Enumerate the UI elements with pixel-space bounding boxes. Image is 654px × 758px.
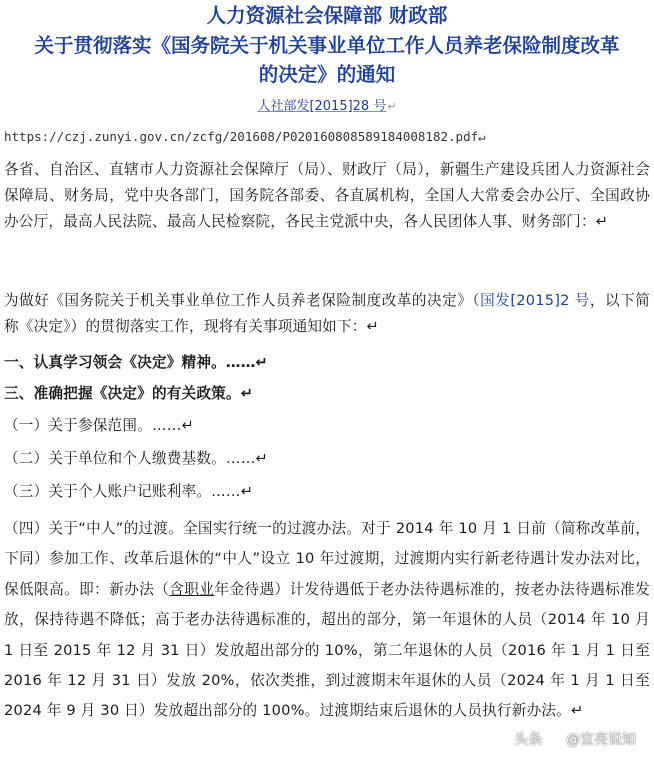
document-number-text[interactable]: 人社部发[2015]28 号 (257, 99, 387, 114)
issuer-heading: 人力资源社会保障部 财政部 (206, 4, 448, 27)
intro-paragraph (4, 288, 650, 340)
notice-title-line-2: 的决定》的通知 (258, 63, 396, 86)
subsection-item-3: （三）关于个人账户记账利率。……↵ (4, 483, 254, 500)
subsection-item-2: （二）关于单位和个人缴费基数。……↵ (4, 450, 268, 467)
document-number (0, 98, 654, 116)
watermark-author: @宜亮说知 (566, 732, 636, 748)
addressees-paragraph: 各省、自治区、直辖市人力资源社会保障厅（局）、财政厅（局），新疆生产建设兵团人力资源社会保障局、财务局，党中央各部门，国务院各部委、各直属机构，全国人大常委会办公厅、全国政协办公厅，最高人民法院、最高人民检察院，各民主党派中央，各人民团体人事、财务部门：↵ (4, 161, 650, 231)
watermark-platform: 头条 (514, 732, 542, 748)
subsection-item-1: （一）关于参保范围。……↵ (4, 417, 194, 434)
intro-text-b: ，以下简称《决定》）的贯彻落实工作，现将有关事项通知如下：↵ (4, 292, 650, 336)
source-url[interactable]: https://czj.zunyi.gov.cn/zcfg/201608/P020160808589184008182.pdf↵ (4, 129, 486, 144)
camera-icon (546, 731, 562, 747)
notice-title-line-1: 关于贯彻落实《国务院关于机关事业单位工作人员养老保险制度改革 (34, 34, 620, 57)
intro-text-a: 为做好《国务院关于机关事业单位工作人员养老保险制度改革的决定》（ (4, 292, 481, 309)
paragraph-mark: ↵ (387, 100, 397, 113)
item4-text-a: （四）关于“中人”的过渡。全国实行统一的过渡办法。对于 2014 年 10 月 1 日前（简称改革前，下同）参加工作、改革后退休的“中人”设立 10 年过渡期，过渡期内实行新老待遇计发办法对比，保低限高。即：新办法（ (4, 520, 650, 598)
item4-text-b: 年金待遇）计发待遇低于老办法待遇标准的，按老办法待遇标准发放，保持待遇不降低；高于老办法待遇标准的，超出的部分，第一年退休的人员（2014 年 10 月 1 日至 2015 年 12 月 31 日）发放超出部分的 10%，第二年退休的人员（2016 年 1 月 1 日至 2016 年 12 月 31 日）发放 20%，依次类推，到过渡期末年退休的人员（2024 年 1 月 1 日至 2024 年 9 月 30 日）发放超出部分的 100%。过渡期结束后退休的人员执行新办法。↵ (4, 580, 650, 720)
section-heading-3: 三、准确把握《决定》的有关政策。↵ (4, 385, 254, 402)
policy-reference-link[interactable]: 国发[2015]2 号 (480, 292, 590, 309)
watermark (514, 728, 636, 750)
subsection-item-4 (4, 514, 650, 727)
section-heading-1: 一、认真学习领会《决定》精神。……↵ (4, 354, 268, 371)
item4-underlined-text: 含职业 (169, 580, 215, 598)
